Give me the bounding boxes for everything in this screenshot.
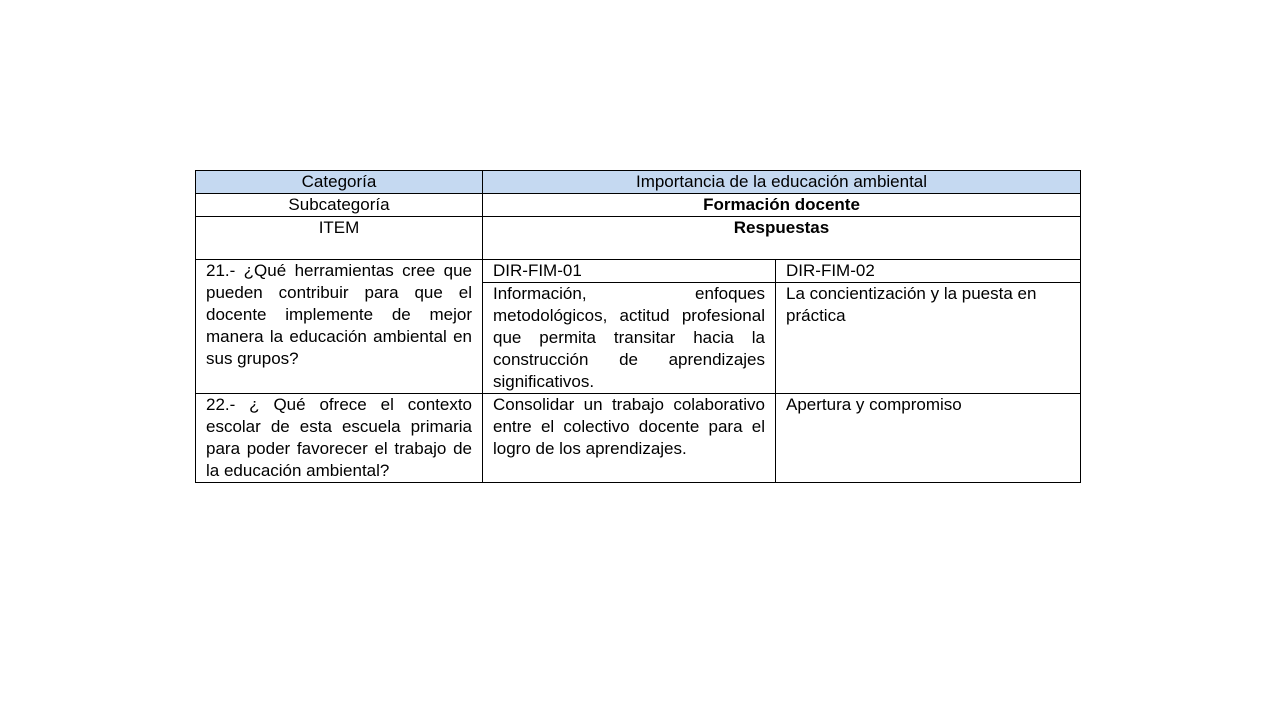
question-cell: 22.- ¿ Qué ofrece el contexto escolar de esta escuela primaria para poder favorecer el trabajo de la educación ambiental? xyxy=(196,394,483,483)
code-cell-1: DIR-FIM-01 xyxy=(483,260,776,283)
category-row xyxy=(196,171,1081,194)
item-row xyxy=(196,217,1081,260)
subcategory-row xyxy=(196,194,1081,217)
results-table xyxy=(195,170,1081,483)
category-label: Categoría xyxy=(196,171,483,194)
category-value: Importancia de la educación ambiental xyxy=(483,171,1081,194)
answer-cell-2: Apertura y compromiso xyxy=(776,394,1081,483)
code-cell-2: DIR-FIM-02 xyxy=(776,260,1081,283)
subcategory-label: Subcategoría xyxy=(196,194,483,217)
table-row xyxy=(196,260,1081,283)
answer-cell-1: Información, enfoques metodológicos, actitud profesional que permita transitar hacia la construcción de aprendizajes significativos. xyxy=(483,283,776,394)
answer-cell-2: La concientización y la puesta en práctica xyxy=(776,283,1081,394)
responses-label: Respuestas xyxy=(483,217,1081,260)
item-label: ITEM xyxy=(196,217,483,260)
answer-cell-1: Consolidar un trabajo colaborativo entre el colectivo docente para el logro de los aprendizajes. xyxy=(483,394,776,483)
subcategory-value: Formación docente xyxy=(483,194,1081,217)
question-cell: 21.- ¿Qué herramientas cree que pueden contribuir para que el docente implemente de mejor manera la educación ambiental en sus grupos? xyxy=(196,260,483,394)
table-row xyxy=(196,394,1081,483)
